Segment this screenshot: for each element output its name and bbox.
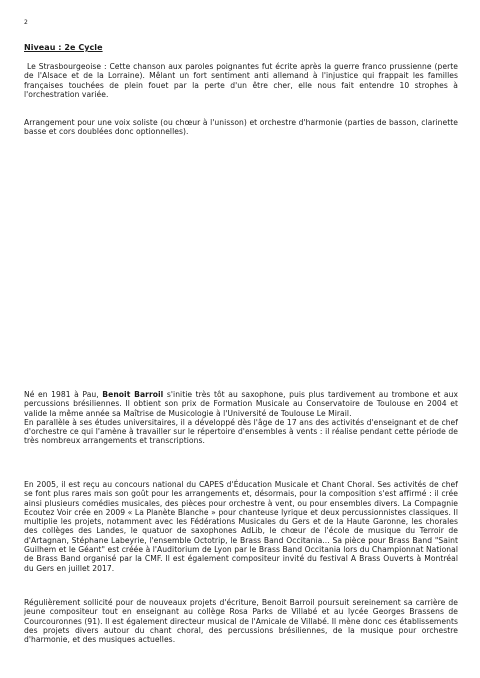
arrangement-text: Arrangement pour une voix soliste (ou chœur à l'unisson) et orchestre d'harmonie (parties de basson, clarinette basse et cors doublées donc optionnelles). bbox=[24, 118, 458, 137]
biography-paragraph-3 bbox=[24, 598, 458, 644]
biography-studies: En parallèle à ses études universitaires, il a développé dès l'âge de 17 ans des activités d'enseignant et de chef d'orchestre ce qui l'amène à travailler sur le répertoire d'ensembles à vents : il réalise pendant cette période de très nombreux arrangements et transcriptions. bbox=[24, 417, 458, 446]
arrangement-paragraph bbox=[24, 118, 458, 137]
work-description-paragraph bbox=[24, 62, 458, 99]
level-heading bbox=[24, 43, 103, 53]
biography-career: En 2005, il est reçu au concours national du CAPES d'Éducation Musicale et Chant Choral. Ses activités de chef se font plus rares mais son goût pour les arrangements et, désormais, pour la composition s'est affirmé : il crée ainsi plusieurs comédies musicales, des pièces pour orchestre à vent, ou pour ensembles divers. La Compagnie Ecoutez Voir crée en 2009 « La Planète Blanche » pour chanteuse lyrique et deux percussionnistes classiques. Il multiplie les projets, notamment avec les Fédérations Musicales du Gers et de la Haute Garonne, les chorales des collèges des Landes, le quatuor de saxophones AdLib, le chœur de l'école de musique du Terroir de d'Artagnan, Stéphane Labeyrie, l'ensemble Octotrip, le Brass Band Occitania... Sa pièce pour Brass Band "Saint Guilhem et le Géant" est créée à l'Auditorium de Lyon par le Brass Band Occitania lors du Championnat National de Brass Band organisé par la CMF. Il est également compositeur invité du festival A Brass Ouverts à Montréal du Gers en juillet 2017. bbox=[24, 480, 458, 573]
composer-name: Benoit Barroil bbox=[102, 390, 164, 399]
page-number: 2 bbox=[24, 19, 28, 26]
biography-intro bbox=[24, 390, 458, 418]
level-heading-text: Niveau : 2e Cycle bbox=[24, 43, 103, 52]
biography-intro-start: Né en 1981 à Pau, bbox=[24, 390, 103, 399]
biography-paragraph-1 bbox=[24, 390, 458, 446]
biography-paragraph-2 bbox=[24, 480, 458, 573]
biography-intro-rest: s'initie très tôt au saxophone, puis plus tardivement au trombone et aux percussions brésiliennes. Il obtient son prix de Formation Musicale au Conservatoire de Toulouse en 2004 et valide la même année sa Maîtrise de Musicologie à l'Université de Toulouse Le Mirail. bbox=[24, 390, 459, 418]
work-description-text: Le Strasbourgeoise : Cette chanson aux paroles poignantes fut écrite après la guerre franco prussienne (perte de l'Alsace et de la Lorraine). Mêlant un fort sentiment anti allemand à l'injustice qui frappait les familles françaises touchées de plein fouet par la perte d'un être cher, elle nous fait entendre 10 strophes à l'orchestration variée. bbox=[24, 62, 458, 99]
biography-current: Régulièrement sollicité pour de nouveaux projets d'écriture, Benoit Barroil poursuit sereinement sa carrière de jeune compositeur tout en enseignant au collège Rosa Parks de Villabé et au lycée Georges Brassens de Courcouronnes (91). Il est également directeur musical de l'Amicale de Villabé. Il mène donc ces établissements des projets divers autour du chant choral, des percussions brésiliennes, de la musique pour orchestre d'harmonie, et des musiques actuelles. bbox=[24, 598, 458, 645]
